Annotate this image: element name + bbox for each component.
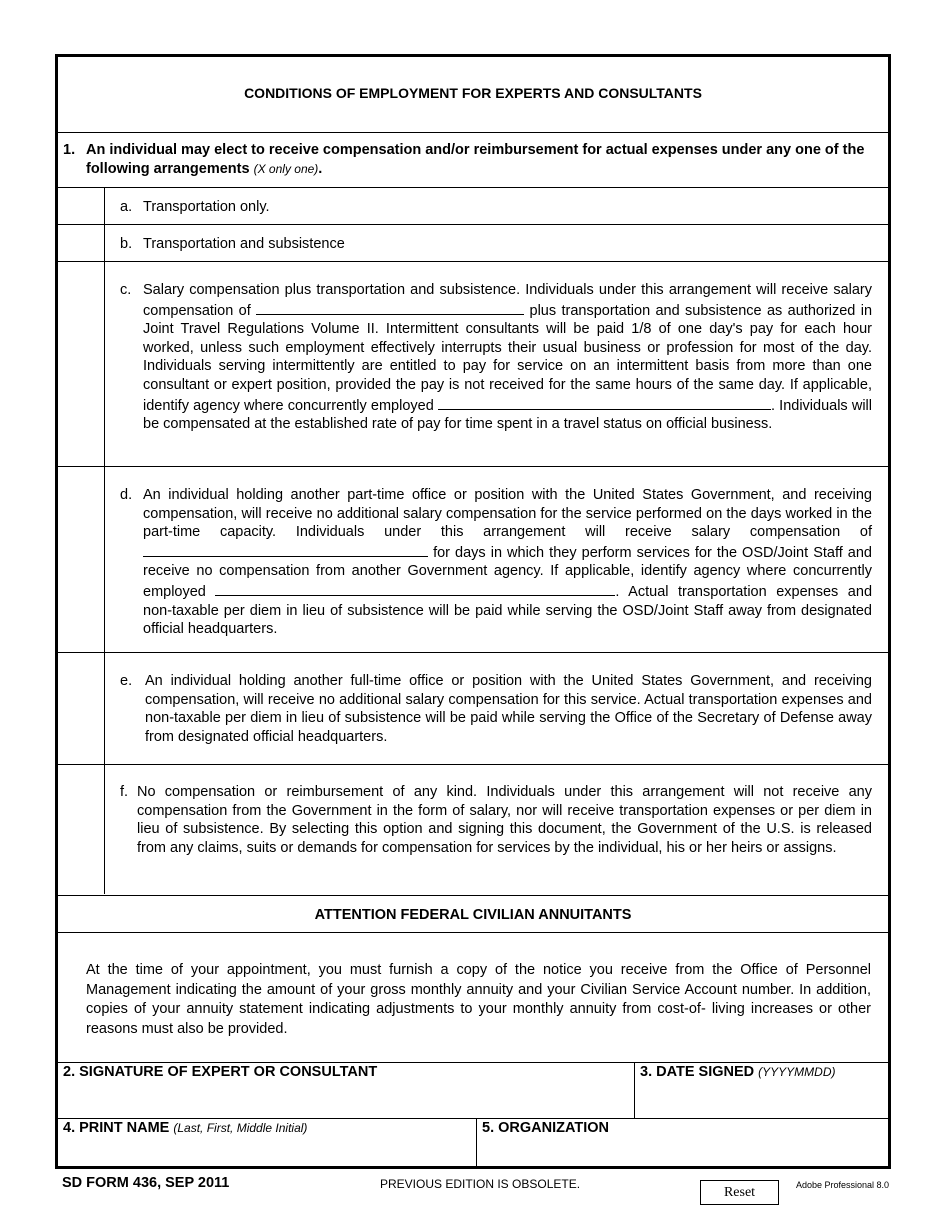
option-d-text-3: . Actual transportation expenses and non-taxable per diem in lieu of subsistence will be paid while serving the OSD/Joint Staff away from designated official headquarters. (143, 583, 873, 638)
software-version: Adobe Professional 8.0 (796, 1180, 890, 1190)
question-number: 1. (63, 142, 76, 158)
option-b-text: Transportation and subsistence (143, 236, 345, 252)
divider (58, 224, 888, 225)
divider (58, 932, 888, 933)
concurrent-agency-field-c[interactable] (438, 395, 771, 410)
option-c-text-2: plus transportation and subsistence as authorized in Joint Travel Regulations Volume II. Intermittent consultants will be paid 1/8 of one day's pay for each hour worked, unless such employment effectively interrupts their usual business or profession for most of the day. Individuals serving intermittently are entitled to pay for service on an intermittent basis from more than one consultant or expert position, provided the pay is not received for the same hours of the same day. If applicable, identify agency where concurrently employed (143, 302, 873, 414)
option-b-checkbox[interactable] (58, 225, 104, 261)
option-a-label: a. (120, 199, 133, 215)
option-c (120, 281, 872, 434)
employment-conditions-form (55, 54, 891, 1169)
question-end: . (318, 161, 323, 177)
option-e-text: An individual holding another full-time office or position with the United States Government, and receiving compensation, will receive no additional salary compensation for this service. Actual transportation expenses and non-taxable per diem in lieu of subsistence will be paid while serving the Office of the Secretary of Defense away from designated official headquarters. (145, 673, 872, 745)
option-b-label: b. (120, 236, 133, 252)
checkbox-column-divider (104, 187, 105, 894)
divider (58, 261, 888, 262)
option-a-checkbox[interactable] (58, 188, 104, 224)
option-d-text-1: An individual holding another part-time office or position with the United States Government, and receiving compensation, will receive no additional salary compensation for the service performed on the days worked in the part-time capacity. Individuals under this arrangement will receive salary compensation of (143, 487, 872, 541)
option-c-text-1: Salary compensation plus transportation and subsistence. Individuals under this arrangement will receive salary compensation of (143, 282, 872, 319)
organization-field[interactable] (482, 1141, 886, 1169)
attention-text: At the time of your appointment, you must furnish a copy of the notice you receive from the Office of Personnel Management indicating the amount of your gross monthly annuity and your Civilian Service Account number. In addition, copies of your annuity statement indicating adjustments to your monthly annuity from cost-of- living increases or other reasons must also be provided. (86, 962, 871, 1037)
divider (58, 895, 888, 896)
option-b (120, 235, 872, 254)
divider (58, 652, 888, 653)
option-e-label: e. (120, 673, 133, 689)
date-signed-label: 3. DATE SIGNED (YYYYMMDD) (640, 1064, 836, 1080)
option-f-text: No compensation or reimbursement of any kind. Individuals under this arrangement will not receive any compensation from the Government in the form of salary, nor will receive transportation expenses or per diem in lieu of subsistence. By selecting this option and signing this document, the Government of the U.S. is released from any claims, suits or demands for compensation for services by the individual, his or her heirs or assigns. (137, 784, 872, 856)
print-name-field[interactable] (63, 1141, 472, 1169)
print-name-hint: (Last, First, Middle Initial) (173, 1121, 308, 1135)
option-d-text-2: for days in which they perform services for the OSD/Joint Staff and receive no compensation from another Government agency. If applicable, identify agency where concurrently employed (143, 544, 872, 600)
part-time-salary-field[interactable] (143, 542, 428, 557)
option-d-checkbox[interactable] (58, 467, 104, 652)
option-a-text: Transportation only. (143, 199, 270, 215)
option-e-checkbox[interactable] (58, 653, 104, 764)
divider (634, 1062, 635, 1118)
option-f-checkbox[interactable] (58, 765, 104, 895)
divider (476, 1118, 477, 1169)
question-text: An individual may elect to receive compensation and/or reimbursement for actual expenses under any one of the following arrangements (86, 142, 865, 177)
date-signed-field[interactable] (640, 1087, 884, 1117)
signature-label: 2. SIGNATURE OF EXPERT OR CONSULTANT (63, 1064, 378, 1080)
divider (58, 1062, 888, 1063)
divider (58, 764, 888, 765)
reset-button[interactable]: Reset (700, 1180, 779, 1205)
question-hint: (X only one) (253, 162, 319, 176)
divider (58, 132, 888, 133)
option-c-label: c. (120, 282, 132, 298)
obsolete-notice: PREVIOUS EDITION IS OBSOLETE. (380, 1177, 581, 1191)
option-f (120, 783, 872, 857)
question-1 (63, 141, 878, 179)
option-c-text-3: . Individuals will be compensated at the established rate of pay for time spent in a travel status on official business. (143, 397, 872, 433)
option-e (120, 672, 872, 746)
option-d (120, 486, 872, 639)
print-name-label: 4. PRINT NAME (Last, First, Middle Initial) (63, 1120, 308, 1136)
date-signed-hint: (YYYYMMDD) (758, 1065, 836, 1079)
option-f-label: f. (120, 784, 129, 800)
form-id: SD FORM 436, SEP 2011 (62, 1175, 230, 1191)
divider (58, 466, 888, 467)
option-d-label: d. (120, 487, 133, 503)
concurrent-agency-field-d[interactable] (215, 581, 615, 596)
divider (58, 1118, 888, 1119)
salary-compensation-field[interactable] (256, 300, 524, 315)
option-c-checkbox[interactable] (58, 262, 104, 466)
divider (58, 187, 888, 188)
organization-label: 5. ORGANIZATION (482, 1120, 610, 1136)
form-title: CONDITIONS OF EMPLOYMENT FOR EXPERTS AND CONSULTANTS (244, 85, 702, 101)
option-a (120, 198, 872, 217)
attention-title: ATTENTION FEDERAL CIVILIAN ANNUITANTS (314, 907, 632, 923)
signature-field[interactable] (63, 1087, 627, 1117)
